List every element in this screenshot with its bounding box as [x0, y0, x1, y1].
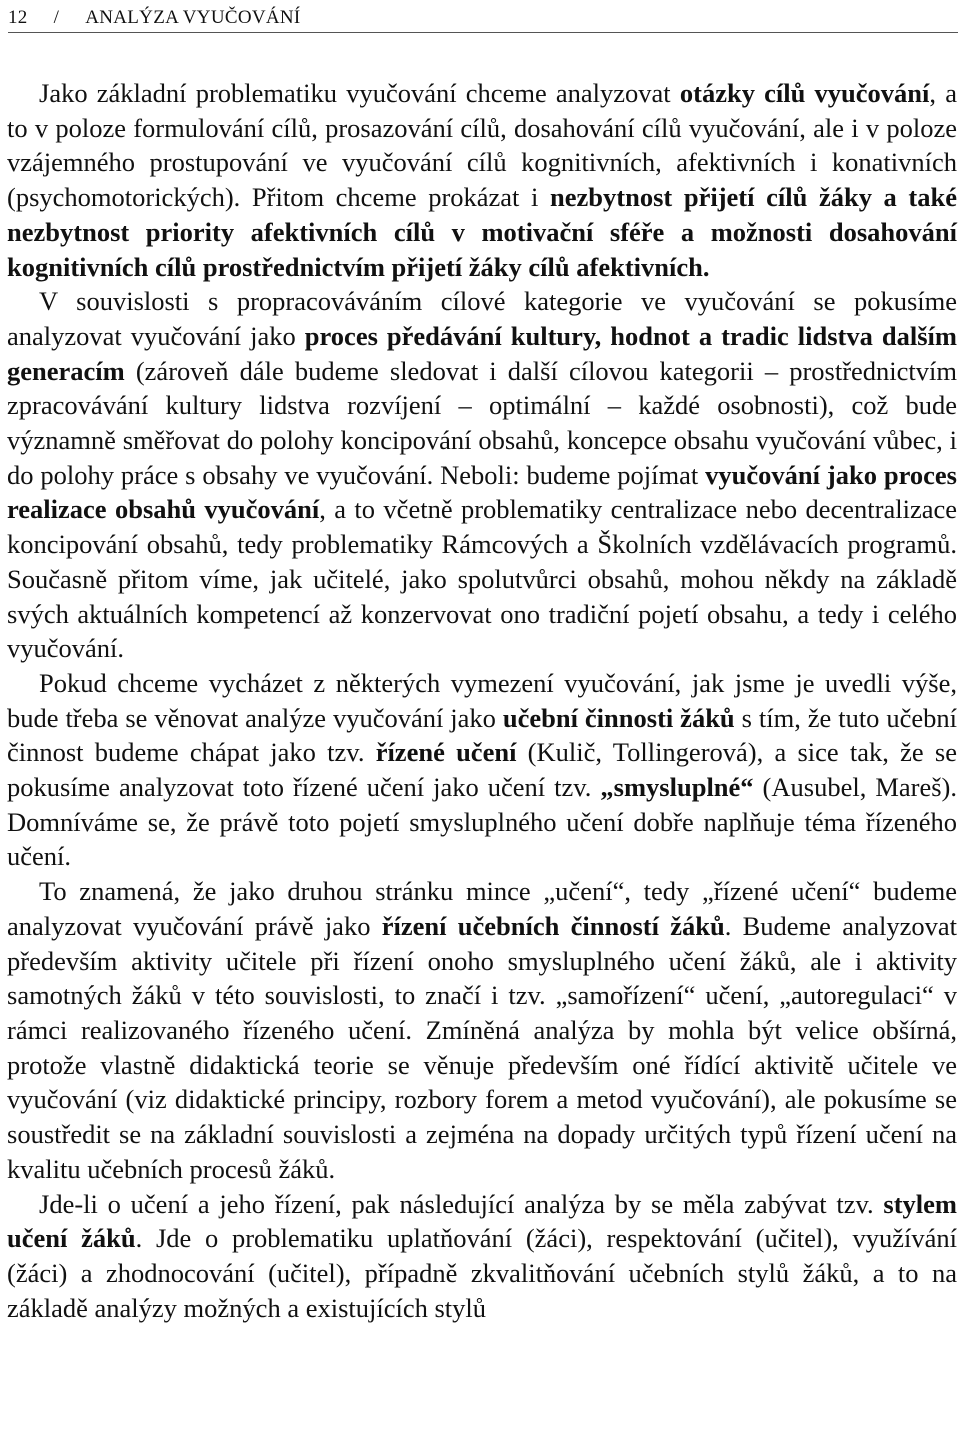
- text-segment: (zároveň dále budeme sledovat i další cílovou kategorii – prostřednictvím zpracovávání kultury lidstva rozvíjení – optimální – každé osobnosti), což bude významně směřovat do polohy koncipování obsahů, koncepce obsahu vyučování vůbec, i do polohy práce s obsahy ve vyučování. Neboli: budeme pojímat: [7, 355, 957, 490]
- paragraph: [7, 1187, 957, 1326]
- running-header: [8, 4, 958, 33]
- paragraph: [7, 76, 957, 284]
- text-segment: Jako základní problematiku vyučování chceme analyzovat: [39, 78, 680, 108]
- bold-segment: „smysluplné“: [600, 772, 754, 803]
- body-text: [7, 76, 957, 1325]
- text-segment: . Budeme analyzovat především aktivity učitele při řízení onoho smysluplného učení žáků, ale i aktivity samotných žáků v této souvislosti, to značí i tzv. „samořízení“ učení, „autoregulaci“ v rámci realizovaného řízeného učení. Zmíněná analýza by mohla být velice obšírná, protože vlastně didaktická teorie se věnuje především oné řídící aktivitě učitele ve vyučování (viz didaktické principy, rozbory forem a metod vyučování), ale pokusíme se soustředit se na základní souvislosti a zejména na dopady určitých typů řízení učení na kvalitu učebních procesů žáků.: [7, 910, 957, 1184]
- bold-segment: vyučování jako proces realizace obsahů vyučování: [7, 459, 957, 525]
- paragraph: [7, 666, 957, 874]
- bold-segment: učební činnosti žáků: [502, 702, 735, 733]
- bold-segment: řízení učebních činností žáků: [381, 910, 725, 941]
- text-segment: s tím, že tuto učební činnost budeme chápat jako tzv.: [7, 702, 957, 768]
- section-title: ANALÝZA VYUČOVÁNÍ: [85, 7, 301, 28]
- page-number: 12: [8, 7, 28, 28]
- paragraph: [7, 284, 957, 666]
- paragraph: [7, 874, 957, 1186]
- text-segment: V souvislosti s propracováváním cílové kategorie ve vyučování se pokusíme analyzovat vyučování jako: [7, 286, 957, 351]
- bold-segment: řízené učení: [375, 737, 517, 768]
- text-segment: , a to včetně problematiky centralizace nebo decentralizace koncipování obsahů, tedy problematiky Rámcových a Školních vzdělávacích programů. Současně přitom víme, jak učitelé, jako spolutvůrci obsahů, mohou někdy na základě svých aktuálních kompetencí až konzervovat ono tradiční pojetí obsahu, a tedy i celého vyučování.: [7, 494, 957, 664]
- bold-segment: nezbytnost přijetí cílů žáky a také nezbytnost priority afektivních cílů v motivační sféře a možnosti dosahování kognitivních cílů prostřednictvím přijetí žáky cílů afektivních.: [7, 182, 958, 282]
- text-segment: (Kulič, Tollingerová), a sice tak, že se pokusíme analyzovat toto řízené učení jako učení tzv.: [7, 737, 957, 803]
- text-segment: . Jde o problematiku uplatňování (žáci), respektování (učitel), využívání (žáci) a zhodnocování (učitel), případně zkvalitňování učebních stylů žáků, a to na základě analýzy možných a existujících stylů: [7, 1223, 957, 1323]
- text-segment: (Ausubel, Mareš). Domníváme se, že právě toto pojetí smysluplného učení dobře naplňuje téma řízeného učení.: [7, 772, 957, 872]
- bold-segment: stylem učení žáků: [7, 1188, 957, 1254]
- header-separator: /: [53, 7, 60, 28]
- text-segment: To znamená, že jako druhou stránku mince „učení“, tedy „řízené učení“ budeme analyzovat vyučování právě jako: [7, 876, 957, 941]
- text-segment: , a to v poloze formulování cílů, prosazování cílů, dosahování cílů vyučování, ale i v poloze vzájemného prostupování ve vyučování cílů kognitivních, afektivních i konativních (psychomotorických). Přitom chceme prokázat i: [7, 78, 958, 213]
- text-segment: Pokud chceme vycházet z některých vymezení vyučování, jak jsme je uvedli výše, bude třeba se věnovat analýze vyučování jako: [7, 667, 957, 733]
- text-segment: Jde-li o učení a jeho řízení, pak následující analýza by se měla zabývat tzv.: [39, 1188, 884, 1219]
- bold-segment: otázky cílů vyučování: [679, 78, 930, 108]
- bold-segment: proces předávání kultury, hodnot a tradic lidstva dalším generacím: [7, 320, 957, 386]
